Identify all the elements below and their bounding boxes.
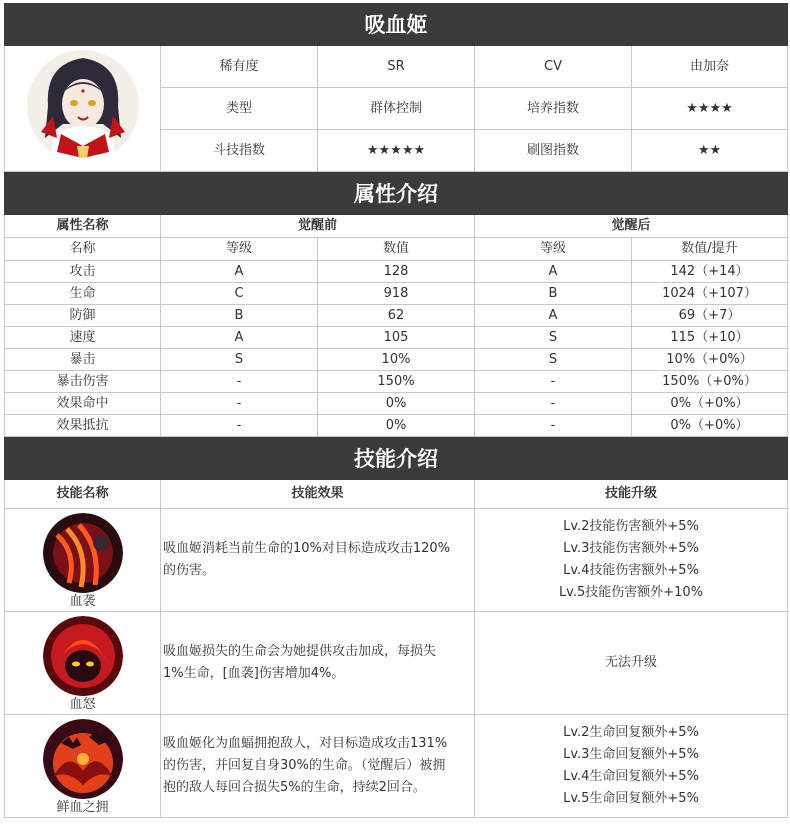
attr-value-before: 918 (318, 283, 475, 305)
attribute-row (5, 371, 788, 393)
attr-name: 攻击 (5, 261, 161, 283)
attr-value-after: 0%（+0%） (632, 415, 788, 437)
cv-label: CV (475, 46, 632, 88)
attr-grade-after: A (475, 261, 632, 283)
skill-name-cell (5, 509, 161, 612)
skill-effect-line: 吸血姬化为血蝠拥抱敌人，对目标造成攻击131% (163, 736, 448, 751)
info-table (4, 3, 788, 172)
attr-grade-after: S (475, 327, 632, 349)
skill-upgrade-line: Lv.4技能伤害额外+5% (563, 563, 699, 578)
skill-row (5, 612, 788, 715)
attr-grade-before: - (161, 415, 318, 437)
skill-name-cell (5, 612, 161, 715)
attr-value-after: 1024（+107） (632, 283, 788, 305)
training-value: ★★★★ (632, 88, 788, 130)
attr-name: 防御 (5, 305, 161, 327)
red-demon-face-icon (43, 616, 123, 696)
attr-name: 效果命中 (5, 393, 161, 415)
skill-col-upgrade: 技能升级 (475, 480, 788, 509)
vampire-portrait-icon (23, 46, 143, 164)
attr-grade-before: B (161, 305, 318, 327)
attribute-row (5, 305, 788, 327)
skill-upgrades (475, 612, 788, 715)
attr-grade-after: - (475, 393, 632, 415)
skill-effect-line: 抱的敌人每回合损失5%的生命，持续2回合。 (163, 780, 426, 795)
attr-grade-before: S (161, 349, 318, 371)
attribute-table (4, 172, 788, 437)
attribute-row (5, 415, 788, 437)
attr-sub-value: 数值 (318, 238, 475, 261)
attr-sub-name: 名称 (5, 238, 161, 261)
skill-name: 鲜血之拥 (56, 800, 109, 815)
type-value: 群体控制 (318, 88, 475, 130)
attr-grade-after: S (475, 349, 632, 371)
attribute-row (5, 393, 788, 415)
attr-grade-after: B (475, 283, 632, 305)
attr-value-after: 69（+7） (632, 305, 788, 327)
attr-value-before: 128 (318, 261, 475, 283)
attribute-row (5, 349, 788, 371)
skill-col-name: 技能名称 (5, 480, 161, 509)
attr-grade-before: - (161, 393, 318, 415)
attr-value-before: 10% (318, 349, 475, 371)
rarity-value: SR (318, 46, 475, 88)
attribute-section-title: 属性介绍 (5, 173, 788, 215)
attribute-row (5, 261, 788, 283)
skill-name-cell (5, 715, 161, 818)
cv-value: 由加奈 (632, 46, 788, 88)
attr-value-before: 0% (318, 415, 475, 437)
attr-grade-after: A (475, 305, 632, 327)
attr-sub-grade2: 等级 (475, 238, 632, 261)
rarity-label: 稀有度 (161, 46, 318, 88)
attr-sub-value2: 数值/提升 (632, 238, 788, 261)
pvp-label: 斗技指数 (161, 130, 318, 172)
skill-upgrades (475, 715, 788, 818)
farming-label: 刷图指数 (475, 130, 632, 172)
skill-upgrade-line: Lv.4生命回复额外+5% (563, 769, 699, 784)
skill-name: 血怒 (69, 697, 96, 712)
attr-value-after: 10%（+0%） (632, 349, 788, 371)
skill-upgrade-line: Lv.2生命回复额外+5% (563, 725, 699, 740)
skill-upgrade-line: Lv.5技能伤害额外+10% (558, 585, 704, 600)
attr-grade-before: C (161, 283, 318, 305)
attr-name: 生命 (5, 283, 161, 305)
attr-sub-grade: 等级 (161, 238, 318, 261)
skill-section-title: 技能介绍 (5, 438, 788, 480)
skill-effect-line: 吸血姬消耗当前生命的10%对目标造成攻击120% (163, 541, 451, 556)
skill-effect-line: 吸血姬损失的生命会为她提供攻击加成，每损失 (163, 644, 437, 659)
skill-effect (161, 612, 475, 715)
skill-upgrade-line: Lv.5生命回复额外+5% (563, 791, 699, 806)
bat-swarm-icon (43, 719, 123, 799)
attr-value-after: 0%（+0%） (632, 393, 788, 415)
attr-name: 暴击 (5, 349, 161, 371)
skill-col-effect: 技能效果 (161, 480, 475, 509)
attr-grade-after: - (475, 371, 632, 393)
shikigami-profile (4, 3, 787, 818)
attr-name: 暴击伤害 (5, 371, 161, 393)
skill-upgrade-line: Lv.2技能伤害额外+5% (563, 519, 699, 534)
attr-value-after: 142（+14） (632, 261, 788, 283)
claw-slash-icon (43, 513, 123, 593)
type-label: 类型 (161, 88, 318, 130)
skill-table (4, 437, 788, 818)
attr-name: 效果抵抗 (5, 415, 161, 437)
skill-name: 血袭 (69, 594, 96, 609)
attr-col-before: 觉醒前 (161, 215, 475, 238)
attribute-row (5, 283, 788, 305)
portrait (5, 46, 161, 172)
skill-upgrades (475, 509, 788, 612)
attr-grade-after: - (475, 415, 632, 437)
skill-effect (161, 715, 475, 818)
attr-value-before: 150% (318, 371, 475, 393)
skill-effect-line: 的伤害，并回复自身30%的生命。（觉醒后）被拥 (163, 758, 446, 773)
skill-upgrade-line: 无法升级 (605, 655, 658, 670)
attr-value-before: 0% (318, 393, 475, 415)
skill-effect-line: 1%生命，[血袭]伤害增加4%。 (163, 666, 345, 681)
farming-value: ★★ (632, 130, 788, 172)
pvp-value: ★★★★★ (318, 130, 475, 172)
attr-grade-before: - (161, 371, 318, 393)
skill-upgrade-line: Lv.3技能伤害额外+5% (563, 541, 699, 556)
attr-value-before: 62 (318, 305, 475, 327)
attr-name: 速度 (5, 327, 161, 349)
training-label: 培养指数 (475, 88, 632, 130)
attr-grade-before: A (161, 327, 318, 349)
skill-row (5, 715, 788, 818)
attr-value-before: 105 (318, 327, 475, 349)
skill-row (5, 509, 788, 612)
attribute-row (5, 327, 788, 349)
skill-effect (161, 509, 475, 612)
attr-col-name: 属性名称 (5, 215, 161, 238)
page-title: 吸血姬 (5, 4, 788, 46)
attr-col-after: 觉醒后 (475, 215, 788, 238)
skill-upgrade-line: Lv.3生命回复额外+5% (563, 747, 699, 762)
skill-effect-line: 的伤害。 (163, 563, 216, 578)
attr-value-after: 150%（+0%） (632, 371, 788, 393)
attr-value-after: 115（+10） (632, 327, 788, 349)
attr-grade-before: A (161, 261, 318, 283)
